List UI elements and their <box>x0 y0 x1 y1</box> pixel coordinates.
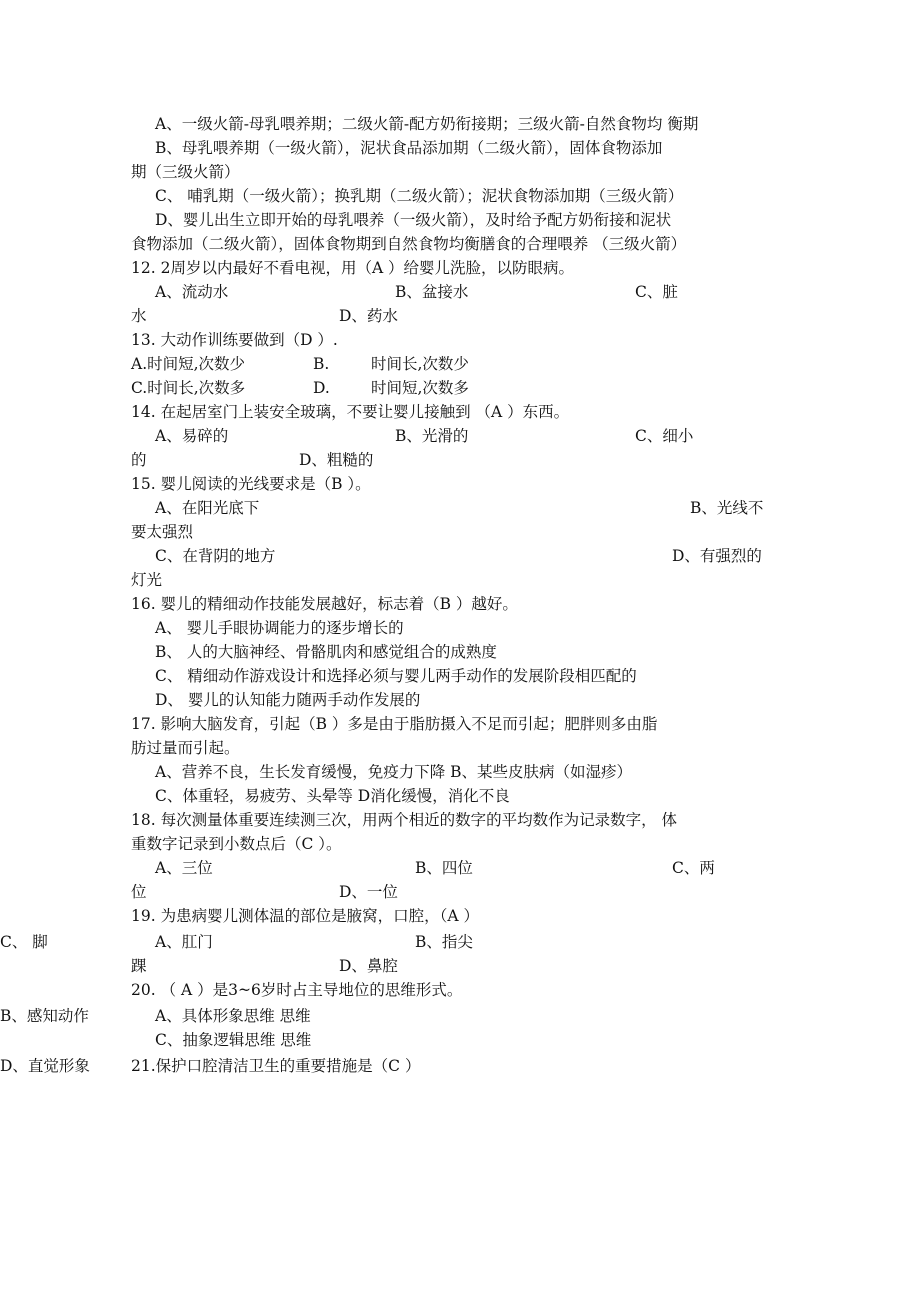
option-c-cont: 水 <box>131 307 147 325</box>
question-16: 16. 婴儿的精细动作技能发展越好，标志着（B ）越好。 <box>131 595 518 613</box>
option-c: C、抽象逻辑思维 思维 <box>155 1031 312 1049</box>
option-line: 期（三级火箭） <box>131 163 240 181</box>
option-b-cont: 要太强烈 <box>131 523 194 541</box>
option-a: A、在阳光底下 <box>155 499 260 517</box>
option-d: 时间短,次数多 <box>371 379 469 397</box>
question-14: 14. 在起居室门上装安全玻璃，不要让婴儿接触到 （A ）东西。 <box>131 403 570 421</box>
question-18: 18. 每次测量体重要连续测三次，用两个相近的数字的平均数作为记录数字， 体 <box>131 811 678 829</box>
option-a: A、 婴儿手眼协调能力的逐步增长的 <box>155 619 404 637</box>
question-18-cont: 重数字记录到小数点后（C ）。 <box>131 835 342 853</box>
option-b: B、光线不 <box>690 499 764 517</box>
option-b: B、 人的大脑神经、骨骼肌肉和感觉组合的成熟度 <box>155 643 497 661</box>
question-20: 20. （ A ）是3~6岁时占主导地位的思维形式。 <box>131 981 463 999</box>
option-line: C、 哺乳期（一级火箭）；换乳期（二级火箭）；泥状食物添加期（三级火箭） <box>155 187 684 205</box>
option-a: A、三位 <box>155 859 213 877</box>
option-c: C、细小 <box>635 427 694 445</box>
option-d: D、药水 <box>339 307 398 325</box>
option-d-cont: 灯光 <box>131 571 163 589</box>
option-line: A、一级火箭-母乳喂养期；二级火箭-配方奶衔接期；三级火箭-自然食物均 衡期 <box>155 115 699 133</box>
question-19: 19. 为患病婴儿测体温的部位是腋窝，口腔，（A ） <box>131 907 479 925</box>
option-d: D、粗糙的 <box>299 451 374 469</box>
option-c: C、两 <box>672 859 715 877</box>
option-d: D、一位 <box>339 883 398 901</box>
option-b-label: B. <box>313 355 330 373</box>
margin-option-d: D、直觉形象 <box>0 1057 90 1075</box>
option-d-label: D. <box>313 379 330 397</box>
option-b: B、光滑的 <box>395 427 469 445</box>
question-15: 15. 婴儿阅读的光线要求是（B ）。 <box>131 475 371 493</box>
option-b: B、指尖 <box>415 933 473 951</box>
option-a: A、易碎的 <box>155 427 229 445</box>
option-line: 食物添加（二级火箭），固体食物期到自然食物均衡膳食的合理喂养 （三级火箭） <box>131 235 687 253</box>
option-d: D、 婴儿的认知能力随两手动作发展的 <box>155 691 421 709</box>
question-17-cont: 肪过量而引起。 <box>131 739 240 757</box>
question-21: 21.保护口腔清洁卫生的重要措施是（C ） <box>131 1057 421 1075</box>
margin-option-c: C、 脚 <box>0 933 48 951</box>
option-a: A、肛门 <box>155 933 213 951</box>
option-b: B、四位 <box>415 859 473 877</box>
option-d: D、鼻腔 <box>339 957 398 975</box>
question-17: 17. 影响大脑发育，引起（B ）多是由于脂肪摄入不足而引起；肥胖则多由脂 <box>131 715 658 733</box>
option-c-cont: 位 <box>131 883 147 901</box>
question-12: 12. 2周岁以内最好不看电视，用（A ）给婴儿洗脸，以防眼病。 <box>131 259 575 277</box>
option-a: A.时间短,次数少 <box>131 355 246 373</box>
option-a: A、流动水 <box>155 283 229 301</box>
option-c: C、脏 <box>635 283 678 301</box>
option-c: C.时间长,次数多 <box>131 379 246 397</box>
option-line: C、体重轻，易疲劳、头晕等 D消化缓慢，消化不良 <box>155 787 510 805</box>
margin-option-b: B、感知动作 <box>0 1007 89 1025</box>
option-line: D、婴儿出生立即开始的母乳喂养（一级火箭），及时给予配方奶衔接和泥状 <box>155 211 672 229</box>
option-d: D、有强烈的 <box>672 547 762 565</box>
option-line: A、营养不良，生长发育缓慢，免疫力下降 B、某些皮肤病（如湿疹） <box>155 763 633 781</box>
option-b: B、盆接水 <box>395 283 469 301</box>
option-a: A、具体形象思维 思维 <box>155 1007 311 1025</box>
option-line: B、母乳喂养期（一级火箭），泥状食品添加期（二级火箭），固体食物添加 <box>155 139 663 157</box>
option-c-cont: 的 <box>131 451 147 469</box>
option-c: C、 精细动作游戏设计和选择必须与婴儿两手动作的发展阶段相匹配的 <box>155 667 637 685</box>
option-c: C、在背阴的地方 <box>155 547 276 565</box>
question-13: 13. 大动作训练要做到（D ）. <box>131 331 338 349</box>
option-b: 时间长,次数少 <box>371 355 469 373</box>
option-c-cont: 踝 <box>131 957 147 975</box>
